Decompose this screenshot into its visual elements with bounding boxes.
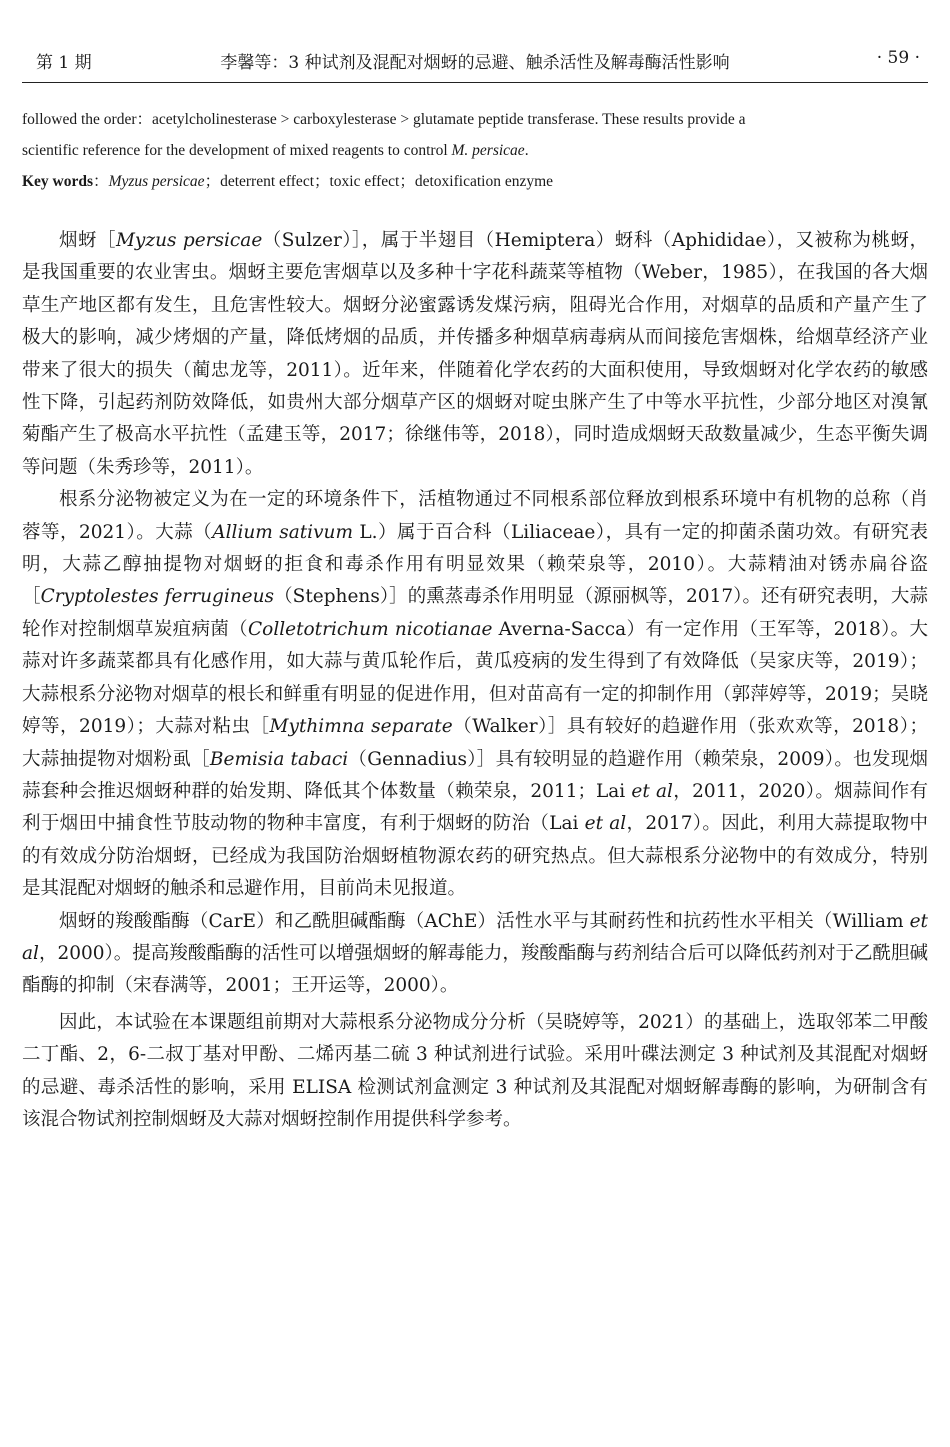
running-header <box>22 48 928 76</box>
abstract-line <box>22 104 928 135</box>
keywords-list: ；deterrent effect；toxic effect；detoxification enzyme <box>204 173 554 190</box>
abstract-line <box>22 135 928 166</box>
text: 因此，本试验在本课题组前期对大蒜根系分泌物成分分析（吴晓婷等，2021）的基础上，选取邻苯二甲酸二丁酯、2，6-二叔丁基对甲酚、二烯丙基二硫 3 种试剂进行试验。采用叶碟法测定 3 种试剂及其混配对烟蚜的忌避、毒杀活性的影响，采用 ELISA 检测试剂盒测定 3 种试剂及其混配对烟蚜解毒酶的影响，为研制含有该混合物试剂控制烟蚜及大蒜对烟蚜控制作用提供科学参考。 <box>22 1011 928 1130</box>
text: 烟蚜［ <box>59 230 116 251</box>
header-rule <box>22 82 928 83</box>
text: ，2011，2020）。烟蒜间作有利于烟田中捕食性节肢动物的物种丰富度，有利于烟蚜的防治（Lai <box>22 780 928 835</box>
paragraph-1 <box>22 225 928 484</box>
paragraph-2 <box>22 484 928 905</box>
keywords <box>22 166 928 197</box>
abstract-text: . <box>524 142 529 159</box>
abstract-text: scientific reference for the development of mixed reagents to control <box>22 142 452 159</box>
keywords-colon: ： <box>93 173 109 190</box>
text: L.）属于百合科（Liliaceae），具有一定的抑菌杀菌功效。有研究表明，大蒜乙醇抽提物对烟蚜的拒食和毒杀作用有明显效果（赖荣泉等，2010）。大蒜精油对锈赤扁谷盗［ <box>22 521 928 608</box>
abstract-text: followed the order：acetylcholinesterase > carboxylesterase > glutamate peptide transferase. These results provide a <box>22 111 746 128</box>
text: Averna-Sacca）有一定作用（王军等，2018）。大蒜对许多蔬菜都具有化感作用，如大蒜与黄瓜轮作后，黄瓜疫病的发生得到了有效降低（吴家庆等，2019）；大蒜根系分泌物对烟草的根长和鲜重有明显的促进作用，但对苗高有一定的抑制作用（郭萍婷等，2019；吴晓婷等，2019）；大蒜对粘虫［ <box>22 618 929 738</box>
species-name: Myzus persicae <box>108 173 205 190</box>
species-name: Mythimna separate <box>269 716 453 738</box>
issue-number: 第 1 期 <box>36 53 92 73</box>
species-name: Bemisia tabaci <box>209 748 349 770</box>
keywords-label: Key words <box>22 173 94 190</box>
page-number: · 59 · <box>876 48 920 68</box>
text: ，2000）。提高羧酸酯酶的活性可以增强烟蚜的解毒能力，羧酸酯酶与药剂结合后可以降低药剂对于乙酰胆碱酯酶的抑制（宋春满等，2001；王开运等，2000）。 <box>22 942 928 997</box>
et-al: et al <box>584 813 627 835</box>
species-name: Cryptolestes ferrugineus <box>40 586 275 608</box>
text: 烟蚜的羧酸酯酶（CarE）和乙酰胆碱酯酶（AChE）活性水平与其耐药性和抗药性水平相关（William <box>59 910 910 932</box>
abstract-tail <box>22 104 928 197</box>
et-al: et al <box>22 910 928 964</box>
species-name: M. persicae <box>451 142 525 159</box>
text: （Stephens）］的熏蒸毒杀作用明显（源丽枫等，2017）。还有研究表明，大蒜轮作对控制烟草炭疽病菌（ <box>22 586 928 640</box>
paragraph-3 <box>22 906 928 1003</box>
body-text <box>22 225 928 1136</box>
text: （Sulzer）］，属于半翅目（Hemiptera）蚜科（Aphididae），又被称为桃蚜，是我国重要的农业害虫。烟蚜主要危害烟草以及多种十字花科蔬菜等植物（Weber，1985），在我国的各大烟草生产地区都有发生，且危害性较大。烟蚜分泌蜜露诱发煤污病，阻碍光合作用，对烟草的品质和产量产生了极大的影响，减少烤烟的产量，降低烤烟的品质，并传播多种烟草病毒病从而间接危害烟株，给烟草经济产业带来了很大的损失（蔺忠龙等，2011）。近年来，伴随着化学农药的大面积使用，导致烟蚜对化学农药的敏感性下降，引起药剂防效降低，如贵州大部分烟草产区的烟蚜对啶虫脒产生了中等水平抗性，少部分地区对溴氰菊酯产生了极高水平抗性（孟建玉等，2017；徐继伟等，2018），同时造成烟蚜天敌数量减少，生态平衡失调等问题（朱秀珍等，2011）。 <box>22 230 928 478</box>
text: 根系分泌物被定义为在一定的环境条件下，活植物通过不同根系部位释放到根系环境中有机物的总称（肖蓉等，2021）。大蒜（ <box>22 489 928 543</box>
species-name: Colletotrichum nicotianae <box>248 618 493 640</box>
text: ，2017）。因此，利用大蒜提取物中的有效成分防治烟蚜，已经成为我国防治烟蚜植物源农药的研究热点。但大蒜根系分泌物中的有效成分，特别是其混配对烟蚜的触杀和忌避作用，目前尚未见报道。 <box>22 813 928 900</box>
species-name: Myzus persicae <box>115 230 263 251</box>
text: （Gennadius）］具有较明显的趋避作用（赖荣泉，2009）。也发现烟蒜套种会推迟烟蚜种群的始发期、降低其个体数量（赖荣泉，2011；Lai <box>22 748 928 802</box>
running-title: 李馨等：3 种试剂及混配对烟蚜的忌避、触杀活性及解毒酶活性影响 <box>220 53 730 73</box>
text: （Walker）］具有较好的趋避作用（张欢欢等，2018）；大蒜抽提物对烟粉虱［ <box>22 716 928 770</box>
et-al: et al <box>631 780 673 802</box>
paragraph-4 <box>22 1007 928 1137</box>
species-name: Allium sativum <box>212 521 354 543</box>
